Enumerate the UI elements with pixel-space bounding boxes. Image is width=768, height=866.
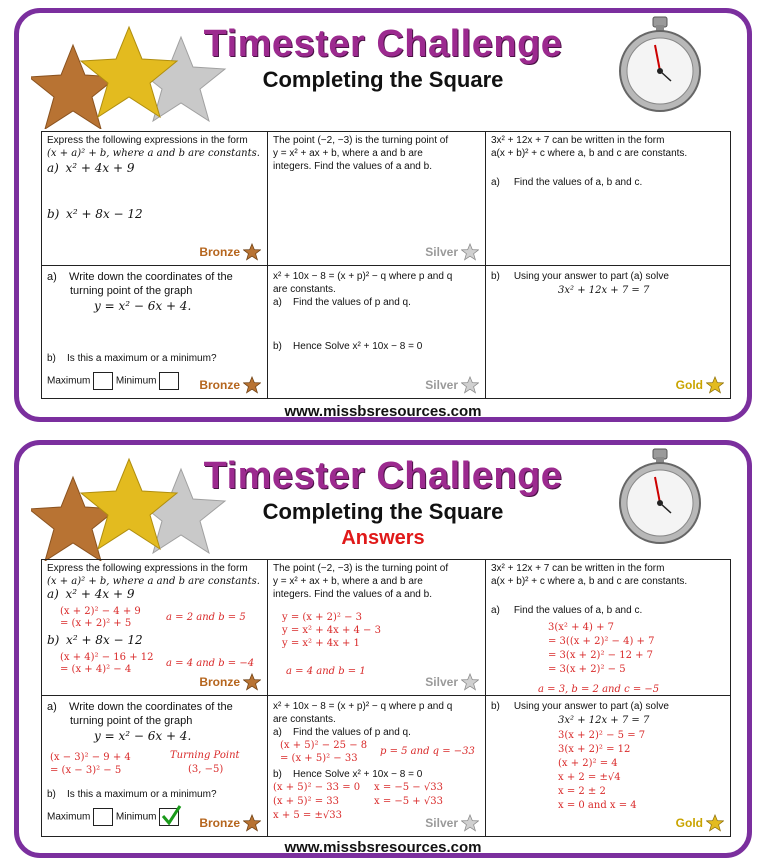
q4-line1: Write down the coordinates of the bbox=[69, 271, 233, 283]
q1a-working-2: = (x + 2)² + 5 bbox=[60, 618, 132, 629]
q2-working-3: y = x² + 4x + 1 bbox=[282, 638, 360, 649]
q1a-expr: x² + 4x + 9 bbox=[65, 161, 135, 175]
q1a-result: a = 2 and b = 5 bbox=[166, 612, 246, 623]
question-cell-gold-2: b) Using your answer to part (a) solve 3x² + 12x + 7 = 7 Gold bbox=[486, 266, 730, 398]
q2-working-2: y = x² + 4x + 4 − 3 bbox=[282, 625, 381, 636]
challenge-card bbox=[14, 8, 752, 422]
q5b-text: Hence Solve x² + 10x − 8 = 0 bbox=[293, 341, 423, 352]
question-cell-bronze-1 bbox=[42, 132, 268, 266]
q2-line1: The point (−2, −3) is the turning point of bbox=[273, 135, 449, 146]
question-cell-silver-2: x² + 10x − 8 = (x + p)² − q where p and q are constants. a) Find the values of p and q. b) Hence Solve x² + 10x − 8 = 0 Silver bbox=[268, 266, 486, 398]
q3-line2: a(x + b)² + c where a, b and c are constants. bbox=[491, 148, 688, 159]
q5a-working-2: = (x + 5)² − 33 bbox=[280, 753, 358, 764]
answers-card bbox=[14, 440, 752, 858]
footer-url[interactable]: www.missbsresources.com bbox=[284, 403, 482, 420]
q5b-working-1: (x + 5)² − 33 = 0 bbox=[273, 782, 361, 793]
q1b-label: b) bbox=[47, 207, 60, 221]
q6b-working-5: x = 2 ± 2 bbox=[558, 786, 606, 797]
q1-form: (x + a)² + b, where a and b are constants. bbox=[47, 148, 260, 159]
q1-intro: Express the following expressions in the form bbox=[47, 135, 248, 146]
q6b-working-1: 3(x + 2)² − 5 = 7 bbox=[558, 730, 646, 741]
q5b-working-3: x + 5 = ±√33 bbox=[273, 810, 342, 821]
silver-star-icon bbox=[461, 814, 479, 832]
bronze-star-icon bbox=[243, 243, 261, 261]
gold-star-icon bbox=[706, 376, 724, 394]
q3a-working-4: = 3(x + 2)² − 5 bbox=[548, 664, 626, 675]
bronze-star-icon bbox=[243, 814, 261, 832]
silver-badge: Silver bbox=[425, 243, 479, 261]
q4-line2: turning point of the graph bbox=[70, 285, 193, 297]
q6b-working-2: 3(x + 2)² = 12 bbox=[558, 744, 631, 755]
q5-line1: x² + 10x − 8 = (x + p)² − q where p and q bbox=[273, 271, 453, 282]
q3a-text: Find the values of a, b and c. bbox=[513, 177, 643, 188]
question-cell-gold-top-1: 3x² + 12x + 7 can be written in the form a(x + b)² + c where a, b and c are constants. a) Find the values of a, b and c. bbox=[486, 132, 730, 266]
q1b-working-1: (x + 4)² − 16 + 12 bbox=[60, 652, 154, 663]
q5b-solution-1: x = −5 − √33 bbox=[374, 782, 443, 793]
q6b-working-6: x = 0 and x = 4 bbox=[558, 800, 637, 811]
page-subtitle: Completing the Square bbox=[262, 67, 504, 92]
page-title: Timester Challenge bbox=[203, 455, 563, 497]
bronze-star-icon bbox=[243, 376, 261, 394]
maximum-label: Maximum bbox=[47, 375, 91, 387]
gold-badge: Gold bbox=[676, 376, 724, 394]
bronze-star-icon bbox=[243, 673, 261, 691]
q2-line2: y = x² + ax + b, where a and b are bbox=[273, 148, 423, 159]
answers-heading: Answers bbox=[341, 527, 425, 549]
q1b-expr: x² + 8x − 12 bbox=[66, 207, 143, 221]
q3a-working-1: 3(x² + 4) + 7 bbox=[548, 622, 615, 633]
question-grid bbox=[41, 131, 731, 399]
q5a-result: p = 5 and q = −33 bbox=[380, 746, 475, 757]
q5b-solution-2: x = −5 + √33 bbox=[374, 796, 443, 807]
q4a-working-2: = (x − 3)² − 5 bbox=[50, 765, 122, 776]
q6b-text: Using your answer to part (a) solve bbox=[513, 271, 669, 282]
q4-eq: y = x² − 6x + 4. bbox=[94, 299, 192, 313]
q5a-working-1: (x + 5)² − 25 − 8 bbox=[280, 740, 368, 751]
q1b-result: a = 4 and b = −4 bbox=[166, 658, 255, 669]
gold-badge: Gold bbox=[676, 814, 724, 832]
q1a-label: a) bbox=[47, 161, 59, 175]
stopwatch-icon bbox=[615, 15, 705, 115]
checkmark-icon bbox=[160, 804, 182, 826]
answer-cell-bronze-1: Express the following expressions in the form (x + a)² + b, where a and b are constants. a) x² + 4x + 9 (x + 2)² − 4 + 9 = (x + 2)² + 5 a = 2 and b = 5 b) x² + 8x − 12 (x + 4)² − 16 + 12 = (x + 4)² − 4 a = 4 and b = −4 Bronze bbox=[42, 560, 268, 696]
q1a-working-1: (x + 2)² − 4 + 9 bbox=[60, 606, 141, 617]
minimum-label: Minimum bbox=[115, 375, 157, 387]
bronze-badge: Bronze bbox=[199, 814, 261, 832]
q6b-working-4: x + 2 = ±√4 bbox=[558, 772, 621, 783]
turning-point-label: Turning Point bbox=[170, 750, 240, 761]
q5a-text: Find the values of p and q. bbox=[293, 297, 411, 308]
q6-eq: 3x² + 12x + 7 = 7 bbox=[558, 285, 650, 296]
q3a-result: a = 3, b = 2 and c = −5 bbox=[538, 684, 660, 695]
turning-point-value: (3, −5) bbox=[188, 764, 224, 775]
bronze-badge: Bronze bbox=[199, 673, 261, 691]
silver-star-icon bbox=[461, 673, 479, 691]
stopwatch-icon bbox=[615, 447, 705, 547]
q1b-working-2: = (x + 4)² − 4 bbox=[60, 664, 132, 675]
answer-grid bbox=[41, 559, 731, 837]
page-subtitle: Completing the Square bbox=[262, 499, 504, 524]
silver-star-icon bbox=[461, 243, 479, 261]
question-cell-silver-1 bbox=[268, 132, 486, 266]
answer-cell-gold-1: 3x² + 12x + 7 can be written in the form a(x + b)² + c where a, b and c are constants. a) Find the values of a, b and c. 3(x² + 4) + 7 = 3((x + 2)² − 4) + 7 = 3(x + 2)² − 12 + 7 = 3(x + 2)² − 5 a = 3, b = 2 and c = −5 bbox=[486, 560, 730, 696]
answer-cell-bronze-2: a) Write down the coordinates of the turning point of the graph y = x² − 6x + 4. (x − 3)² − 9 + 4 = (x − 3)² − 5 Turning Point (3, −5) b) Is this a maximum or a minimum? Maximum Minimum Bronze bbox=[42, 696, 268, 836]
silver-badge: Silver bbox=[425, 814, 479, 832]
maximum-checkbox[interactable] bbox=[93, 372, 113, 390]
bronze-badge: Bronze bbox=[199, 243, 261, 261]
answer-cell-silver-2: x² + 10x − 8 = (x + p)² − q where p and q are constants. a) Find the values of p and q. (x + 5)² − 25 − 8 = (x + 5)² − 33 p = 5 and q = −33 b) Hence Solve x² + 10x − 8 = 0 (x + 5)² − 33 = 0 (x + 5)² = 33 x + 5 = ±√33 x = −5 − √33 x = −5 + √33 Silver bbox=[268, 696, 486, 836]
answer-cell-gold-2: b) Using your answer to part (a) solve 3x² + 12x + 7 = 7 3(x + 2)² − 5 = 7 3(x + 2)² = 12 (x + 2)² = 4 x + 2 = ±√4 x = 2 ± 2 x = 0 and x = 4 Gold bbox=[486, 696, 730, 836]
silver-badge: Silver bbox=[425, 376, 479, 394]
bronze-badge: Bronze bbox=[199, 376, 261, 394]
q3a-working-2: = 3((x + 2)² − 4) + 7 bbox=[548, 636, 655, 647]
q5b-working-2: (x + 5)² = 33 bbox=[273, 796, 340, 807]
answer-cell-silver-1: The point (−2, −3) is the turning point of y = x² + ax + b, where a and b are integers. Find the values of a and b. y = (x + 2)² − 3 y = x² + 4x + 4 − 3 y = x² + 4x + 1 a = 4 and b = 1 Silver bbox=[268, 560, 486, 696]
q2-result: a = 4 and b = 1 bbox=[286, 666, 366, 677]
q4b-text: Is this a maximum or a minimum? bbox=[67, 353, 217, 364]
gold-star-icon bbox=[706, 814, 724, 832]
q5-line2: are constants. bbox=[273, 284, 336, 295]
q3a-working-3: = 3(x + 2)² − 12 + 7 bbox=[548, 650, 654, 661]
q3-line1: 3x² + 12x + 7 can be written in the form bbox=[491, 135, 665, 146]
q4a-working-1: (x − 3)² − 9 + 4 bbox=[50, 752, 131, 763]
minimum-checkbox[interactable] bbox=[159, 372, 179, 390]
q6b-working-3: (x + 2)² = 4 bbox=[558, 758, 618, 769]
q2-working-1: y = (x + 2)² − 3 bbox=[282, 612, 363, 623]
question-cell-bronze-2: a) Write down the coordinates of the turning point of the graph y = x² − 6x + 4. b) Is this a maximum or a minimum? Maximum Minimum Bronze bbox=[42, 266, 268, 398]
silver-star-icon bbox=[461, 376, 479, 394]
footer-url[interactable]: www.missbsresources.com bbox=[284, 839, 482, 856]
maximum-checkbox[interactable] bbox=[93, 808, 113, 826]
page-title: Timester Challenge bbox=[203, 23, 563, 65]
q2-line3: integers. Find the values of a and b. bbox=[273, 161, 432, 172]
silver-badge: Silver bbox=[425, 673, 479, 691]
minimum-checkbox-checked[interactable] bbox=[159, 808, 179, 826]
